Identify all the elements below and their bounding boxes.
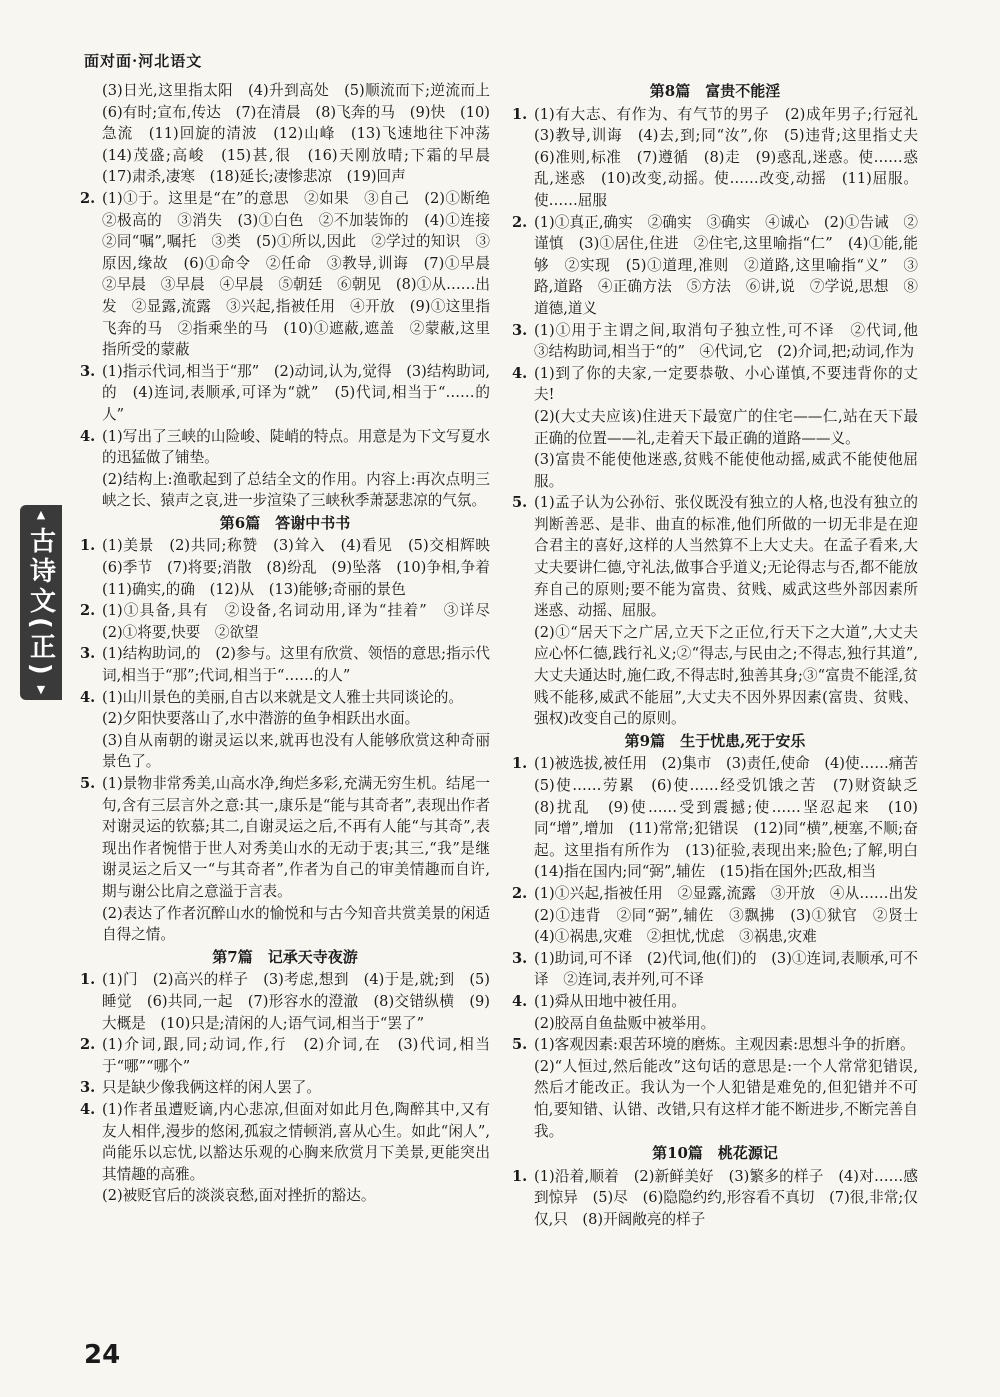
- answer-body: [102, 188, 505, 361]
- section-6-title: 第6篇 答谢中书书: [219, 513, 351, 532]
- answer-paragraph: (1)写出了三峡的山险峻、陡峭的特点。用意是为下文写夏水的迅猛做了铺垫。: [102, 427, 490, 467]
- answer-number: 5.: [80, 775, 96, 792]
- answer-number: 2.: [80, 602, 96, 620]
- answer-item: [512, 948, 918, 991]
- answer-paragraph: (1)①真正,确实 ②确实 ③确实 ④诚心 (2)①告诫 ②谨慎 (3)①居住,住进 ②住宅,这里喻指“仁” (4)①能,能够 ②实现 (5)①道理,准则 ②道路,这里喻指“义” ③路,道路 ④正确方法 ⑤方法 ⑥讲,说 ⑦学说,思想 ⑧道德,道义: [534, 213, 918, 317]
- answer-paragraph: (1)作者虽遭贬谪,内心悲凉,但面对如此月色,陶醉其中,又有友人相伴,漫步的悠闲,孤寂之情顿消,喜从心生。如此“闲人”,尚能乐以忘忧,以豁达乐观的心胸来欣赏月下美景,更能突出其情趣的高雅。: [102, 1100, 490, 1183]
- answer-number: 1.: [512, 105, 528, 123]
- triangle-right-icon: ▲: [36, 507, 46, 521]
- section-8-answers: [512, 104, 933, 730]
- answer-body: [534, 363, 918, 493]
- answer-body: [102, 426, 490, 512]
- answer-item: [512, 991, 918, 1034]
- answer-body: [534, 753, 933, 883]
- answer-body: [102, 1077, 490, 1099]
- answer-paragraph: (1)到了你的夫家,一定要恭敬、小心谨慎,不要违背你的丈夫!: [534, 364, 918, 404]
- answer-item: [80, 1077, 490, 1099]
- answer-number: 1.: [80, 971, 96, 989]
- answer-paragraph: (1)介词,跟,同;动词,作,行 (2)介词,在 (3)代词,相当于“哪”“哪个”: [102, 1036, 490, 1075]
- answer-number: 4.: [512, 992, 528, 1010]
- answer-number: 3.: [80, 645, 96, 663]
- answer-paragraph: 只是缺少像我俩这样的闲人罢了。: [102, 1079, 321, 1097]
- answer-paragraph: (2)结构上:渔歌起到了总结全文的作用。内容上:再次点明三峡之长、猿声之哀,进一步渲染了三峡秋季萧瑟悲凉的气氛。: [102, 470, 490, 510]
- answer-number: 5.: [512, 1036, 528, 1054]
- answer-item: [80, 969, 490, 1034]
- answer-item: [80, 361, 490, 426]
- section-9-title: 第9篇 生于忧患,死于安乐: [624, 731, 806, 750]
- answer-item: [512, 883, 933, 948]
- answer-number: 1.: [80, 537, 96, 555]
- answer-paragraph: (1)门 (2)高兴的样子 (3)考虑,想到 (4)于是,就;到 (5)睡觉 (6)共同,一起 (7)形容水的澄澈 (8)交错纵横 (9)大概是 (10)只是;清闲的人;语气词,相当于“罢了”: [102, 971, 490, 1032]
- answer-paragraph: (1)舜从田地中被任用。: [534, 992, 687, 1010]
- answer-paragraph: (1)孟子认为公孙衍、张仪既没有独立的人格,也没有独立的判断善恶、是非、曲直的标准,他们所做的一切无非是在迎合君主的喜好,这样的人当然算不上大丈夫。在孟子看来,大丈夫要讲仁德,守礼法,做事合乎道义;无论得志与否,都不能放弃自己的原则;要不能为富贵、贫贱、威武这些外部因素所迷惑、动摇、屈服。: [534, 494, 918, 620]
- answer-body: [102, 80, 505, 188]
- answer-item: [80, 643, 490, 686]
- answer-number: 1.: [512, 755, 528, 773]
- answer-paragraph: (1)客观因素:艰苦环境的磨炼。主观因素:思想斗争的折磨。: [534, 1036, 915, 1054]
- answer-body: [102, 1099, 490, 1207]
- answer-body: [102, 600, 505, 643]
- answer-number: 3.: [80, 1079, 96, 1097]
- answer-paragraph: (3)日光,这里指太阳 (4)升到高处 (5)顺流而下;逆流而上 (6)有时;宣布,传达 (7)在清晨 (8)飞奔的马 (9)快 (10)急流 (11)回旋的清波 (12)山峰 (13)飞速地往下冲荡 (14)茂盛;高峻 (15)甚,很 (16)天刚放晴;下霜的早晨 (17)肃杀,凄寒 (18)延长;凄惨悲凉 (19)回声: [102, 82, 505, 186]
- answer-body: [102, 535, 505, 600]
- answer-item: [80, 600, 505, 643]
- answer-paragraph: (1)山川景色的美丽,自古以来就是文人雅士共同谈论的。: [102, 688, 463, 706]
- answer-body: [102, 687, 490, 773]
- answer-body: [534, 1166, 918, 1231]
- answer-body: [534, 492, 918, 730]
- answer-body: [102, 969, 490, 1034]
- answer-paragraph: (1)指示代词,相当于“那” (2)动词,认为,觉得 (3)结构助词,的 (4)连词,表顺承,可译为“就” (5)代词,相当于“……的人”: [102, 362, 490, 423]
- answer-paragraph: (3)自从南朝的谢灵运以来,就再也没有人能够欣赏这种奇丽景色了。: [102, 731, 490, 771]
- answer-number: 4.: [80, 688, 96, 706]
- section-5-continued: [80, 80, 505, 512]
- answer-paragraph: (1)景物非常秀美,山高水净,绚烂多彩,充满无穷生机。结尾一句,含有三层言外之意:其一,康乐是“能与其奇者”,表现出作者对谢灵运的钦慕;其二,自谢灵运之后,不再有人能“与其奇”,表现出作者惋惜于世人对秀美山水的无动于衷;其三,“我”是继谢灵运之后又一“与其奇者”,作者为自己的审美情趣而自许,期与谢公比肩之意溢于言表。: [102, 775, 490, 900]
- answer-number: 1.: [512, 1167, 528, 1185]
- answer-number: 2.: [512, 884, 528, 902]
- answer-number: 2.: [80, 189, 96, 207]
- section-6-answers: [80, 535, 505, 945]
- answer-paragraph: (1)①兴起,指被任用 ②显露,流露 ③开放 ④从……出发 (2)①违背 ②同“弼”,辅佐 ③飘拂 (3)①狱官 ②贤士 (4)①祸患,灾难 ②担忧,忧虑 ③祸患,灾难: [534, 884, 933, 946]
- answer-body: [102, 1034, 490, 1077]
- answer-body: [534, 104, 933, 212]
- answer-body: [102, 361, 490, 426]
- answer-item: [512, 363, 918, 493]
- answer-number: 4.: [80, 427, 96, 445]
- answer-paragraph: (2)被贬官后的淡淡哀愁,面对挫折的豁达。: [102, 1187, 376, 1205]
- answer-paragraph: (1)被选拔,被任用 (2)集市 (3)责任,使命 (4)使……痛苦 (5)使……劳累 (6)使……经受饥饿之苦 (7)财资缺乏 (8)扰乱 (9)使……受到震撼;使……坚忍起来 (10)同“增”,增加 (11)常常;犯错误 (12)同“横”,梗塞,不顺;奋起。这里指有所作为 (13)征验,表现出来;脸色;了解,明白 (14)指在国内;同“弼”,辅佐 (15)指在国外;匹敌,相当: [534, 755, 933, 881]
- left-column: [80, 80, 505, 1207]
- right-column: [512, 80, 933, 1230]
- answer-item: [512, 320, 933, 363]
- answer-item: [80, 773, 490, 946]
- side-tab-label: 古诗文(正): [25, 526, 56, 679]
- answer-paragraph: (1)助词,可不译 (2)代词,他(们)的 (3)①连词,表顺承,可不译 ②连词,表并列,可不译: [534, 949, 918, 989]
- answer-number: 3.: [512, 949, 528, 967]
- section-9-answers: [512, 753, 933, 1142]
- answer-number: 2.: [512, 213, 528, 231]
- answer-body: [534, 212, 918, 320]
- answer-paragraph: (1)有大志、有作为、有气节的男子 (2)成年男子;行冠礼 (3)教导,训诲 (4)去,到;同“汝”,你 (5)违背;这里指丈夫 (6)准则,标准 (7)遵循 (8)走 (9)惑乱,迷惑。使……惑乱,迷惑 (10)改变,动摇。使……改变,动摇 (11)屈服。使……屈服: [534, 105, 933, 209]
- answer-item: [512, 753, 933, 883]
- answer-item: [512, 1166, 918, 1231]
- answer-item: [80, 426, 490, 512]
- section-7-answers: [80, 969, 490, 1207]
- page-number: 24: [84, 1340, 121, 1370]
- section-10-answers: [512, 1166, 918, 1231]
- answer-body: [534, 883, 933, 948]
- page-header: 面对面·河北语文: [84, 52, 203, 70]
- answer-item: [80, 80, 505, 188]
- answer-paragraph: (1)沿着,顺着 (2)新鲜美好 (3)繁多的样子 (4)对……感到惊异 (5)尽 (6)隐隐约约,形容看不真切 (7)很,非常;仅仅,只 (8)开阔敞亮的样子: [534, 1167, 918, 1228]
- answer-item: [80, 1034, 490, 1077]
- section-10-title: 第10篇 桃花源记: [652, 1144, 778, 1163]
- answer-paragraph: (1)①于。这里是“在”的意思 ②如果 ③自己 (2)①断绝 ②极高的 ③消失 (3)①白色 ②不加装饰的 (4)①连接 ②同“嘱”,嘱托 ③类 (5)①所以,因此 ②学过的知识 ③原因,缘故 (6)①命令 ②任命 ③教导,训诲 (7)①早晨 ②早晨 ③早晨 ④早晨 ⑤朝廷 ⑥朝见 (8)①从……出发 ②显露,流露 ③兴起,指被任用 ④开放 (9)①这里指飞奔的马 ②指乘坐的马 (10)①遮蔽,遮盖 ②蒙蔽,这里指所受的蒙蔽: [102, 189, 505, 359]
- side-tab-classical-poetry: [20, 505, 62, 700]
- answer-body: [534, 948, 918, 991]
- answer-item: [80, 188, 505, 361]
- answer-number: 4.: [80, 1100, 96, 1118]
- answer-item: [512, 492, 918, 730]
- answer-item: [512, 104, 933, 212]
- answer-paragraph: (3)富贵不能使他迷惑,贫贱不能使他动摇,威武不能使他屈服。: [534, 451, 918, 490]
- answer-paragraph: (2)“人恒过,然后能改”这句话的意思是:一个人常常犯错误,然后才能改正。我认为一个人犯错是难免的,但犯错并不可怕,要知错、认错、改错,只有这样才能不断进步,不断完善自我。: [534, 1057, 918, 1140]
- answer-number: 5.: [512, 494, 528, 512]
- answer-item: [80, 535, 505, 600]
- answer-number: 3.: [512, 321, 528, 339]
- answer-paragraph: (2)胶鬲自鱼盐贩中被举用。: [534, 1014, 716, 1032]
- answer-number: 2.: [80, 1036, 96, 1054]
- section-7-title: 第7篇 记承天寺夜游: [212, 947, 358, 966]
- answer-paragraph: (2)①“居天下之广居,立天下之正位,行天下之大道”,大丈夫应心怀仁德,践行礼义;②“得志,与民由之;不得志,独行其道”,大丈夫通达时,施仁政,不得志时,独善其身;③“富贵不能淫,贫贱不能移,威武不能屈”,大丈夫不因外界因素(富贵、贫贱、强权)改变自己的原则。: [534, 623, 918, 728]
- answer-number: 3.: [80, 362, 96, 380]
- answer-item: [512, 1034, 918, 1142]
- answer-paragraph: (2)(大丈夫应该)住进天下最宽广的住宅——仁,站在天下最正确的位置——礼,走着天下最正确的道路——义。: [534, 407, 918, 447]
- answer-paragraph: (1)美景 (2)共同;称赞 (3)耸入 (4)看见 (5)交相辉映 (6)季节 (7)将要;消散 (8)纷乱 (9)坠落 (10)争相,争着 (11)确实,的确 (12)从 (13)能够;奇丽的景色: [102, 537, 505, 598]
- answer-body: [534, 320, 933, 363]
- answer-body: [534, 1034, 918, 1142]
- triangle-left-icon: ▼: [36, 683, 46, 697]
- answer-body: [534, 991, 918, 1034]
- section-8-title: 第8篇 富贵不能淫: [649, 82, 781, 100]
- answer-item: [80, 1099, 490, 1207]
- answer-paragraph: (1)结构助词,的 (2)参与。这里有欣赏、领悟的意思;指示代词,相当于“那”;代词,相当于“……的人”: [102, 645, 490, 685]
- answer-body: [102, 773, 490, 946]
- answer-item: [80, 687, 490, 773]
- answer-item: [512, 212, 918, 320]
- answer-paragraph: (1)①用于主谓之间,取消句子独立性,可不译 ②代词,他 ③结构助词,相当于“的” ④代词,它 (2)介词,把;动词,作为: [534, 321, 933, 361]
- answer-paragraph: (1)①具备,具有 ②设备,名词动用,译为“挂着” ③详尽 (2)①将要,快要 ②欲望: [102, 602, 505, 641]
- answer-paragraph: (2)夕阳快要落山了,水中潜游的鱼争相跃出水面。: [102, 710, 420, 728]
- answer-body: [102, 643, 490, 686]
- answer-number: 4.: [512, 364, 528, 382]
- answer-paragraph: (2)表达了作者沉醉山水的愉悦和与古今知音共赏美景的闲适自得之情。: [102, 904, 490, 944]
